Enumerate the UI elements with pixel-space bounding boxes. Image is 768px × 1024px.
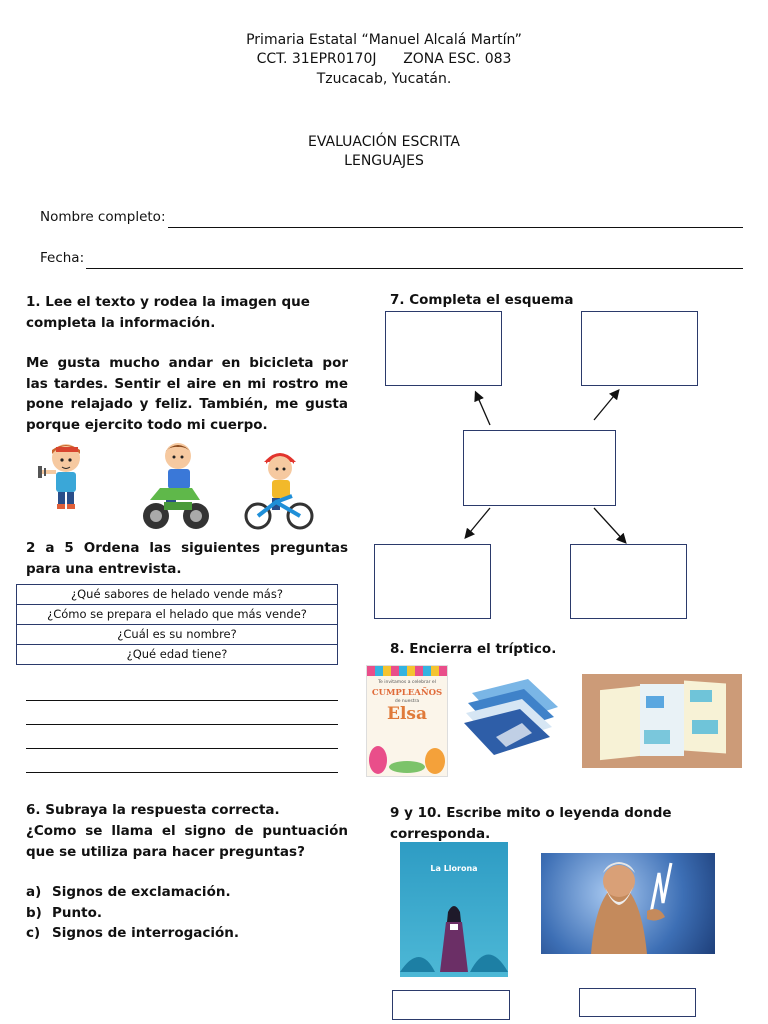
question-row: ¿Qué edad tiene? — [126, 647, 228, 661]
school-name: Primaria Estatal “Manuel Alcalá Martín” — [246, 32, 522, 48]
answer-box-zeus[interactable] — [579, 988, 696, 1017]
q6-prompt: 6. Subraya la respuesta correcta. — [26, 802, 280, 818]
q1-prompt-line2: completa la información. — [26, 314, 216, 331]
book-title: La Llorona — [430, 864, 478, 873]
triptych-image[interactable] — [582, 674, 742, 768]
q6-question: ¿Como se llama el signo de puntuación que se utiliza para hacer preguntas? — [26, 823, 348, 860]
flower-decoration — [369, 746, 387, 774]
zeus-figure — [541, 853, 715, 954]
invite-big-text: CUMPLEAÑOS — [371, 688, 443, 698]
zeus-image[interactable] — [541, 853, 715, 954]
question-row: ¿Cómo se prepara el helado que más vende? — [17, 605, 337, 625]
triptych-picture — [690, 690, 712, 702]
date-label: Fecha: — [40, 250, 85, 266]
triptych-picture — [644, 730, 670, 744]
birthday-invitation-image[interactable] — [366, 665, 448, 777]
option-letter: c) — [26, 925, 41, 941]
q9-10-prompt: 9 y 10. Escribe mito o leyenda donde corresponda. — [390, 805, 672, 842]
invite-name: Elsa — [386, 704, 427, 724]
q7-prompt: 7. Completa el esquema — [390, 292, 574, 308]
school-town: Tzucacab, Yucatán. — [316, 71, 452, 87]
q8-prompt: 8. Encierra el tríptico. — [390, 641, 557, 657]
option-letter: a) — [26, 884, 42, 900]
arrow-down-left — [466, 508, 490, 537]
invite-sub-text: de nuestra — [394, 699, 420, 704]
exam-title: EVALUACIÓN ESCRITA — [307, 134, 461, 150]
arrow-up-left — [476, 393, 490, 425]
triptych-panel-left — [600, 686, 640, 760]
arrow-down-right — [594, 508, 625, 542]
school-cct: CCT. 31EPR0170J ZONA ESC. 083 — [256, 51, 512, 67]
question-row: ¿Qué sabores de helado vende más? — [17, 585, 337, 605]
triptych-panel-center — [640, 684, 684, 756]
flower-decoration — [425, 748, 445, 774]
option-text: Signos de interrogación. — [52, 925, 240, 941]
brochure-stack-image[interactable] — [462, 675, 564, 765]
invite-small-text: Te invitamos a celebrar el — [378, 680, 436, 685]
exam-subject: LENGUAJES — [344, 153, 424, 169]
arrow-up-right — [594, 391, 618, 420]
answer-box-la-llorona[interactable] — [392, 990, 510, 1020]
triptych-picture — [646, 696, 664, 708]
name-label: Nombre completo: — [40, 209, 166, 225]
option-letter: b) — [26, 904, 42, 921]
q2-5-prompt: 2 a 5 Ordena las siguientes preguntas para una entrevista. — [26, 540, 348, 577]
leaf-decoration — [389, 761, 425, 773]
llorona-figure — [400, 882, 508, 977]
papel-picado — [367, 666, 447, 676]
la-llorona-book-image[interactable] — [400, 842, 508, 977]
triptych-picture — [692, 720, 718, 734]
option-text: Punto. — [52, 904, 102, 921]
option-text: Signos de exclamación. — [52, 884, 231, 900]
question-row: ¿Cuál es su nombre? — [17, 625, 337, 645]
q1-text: Me gusta mucho andar en bicicleta por las tardes. Sentir el aire en mi rostro me pone relajado y feliz. También, me gusta porque ejercito todo mi cuerpo. — [26, 355, 348, 433]
q1-prompt-line1: 1. Lee el texto y rodea la imagen que — [26, 294, 310, 310]
